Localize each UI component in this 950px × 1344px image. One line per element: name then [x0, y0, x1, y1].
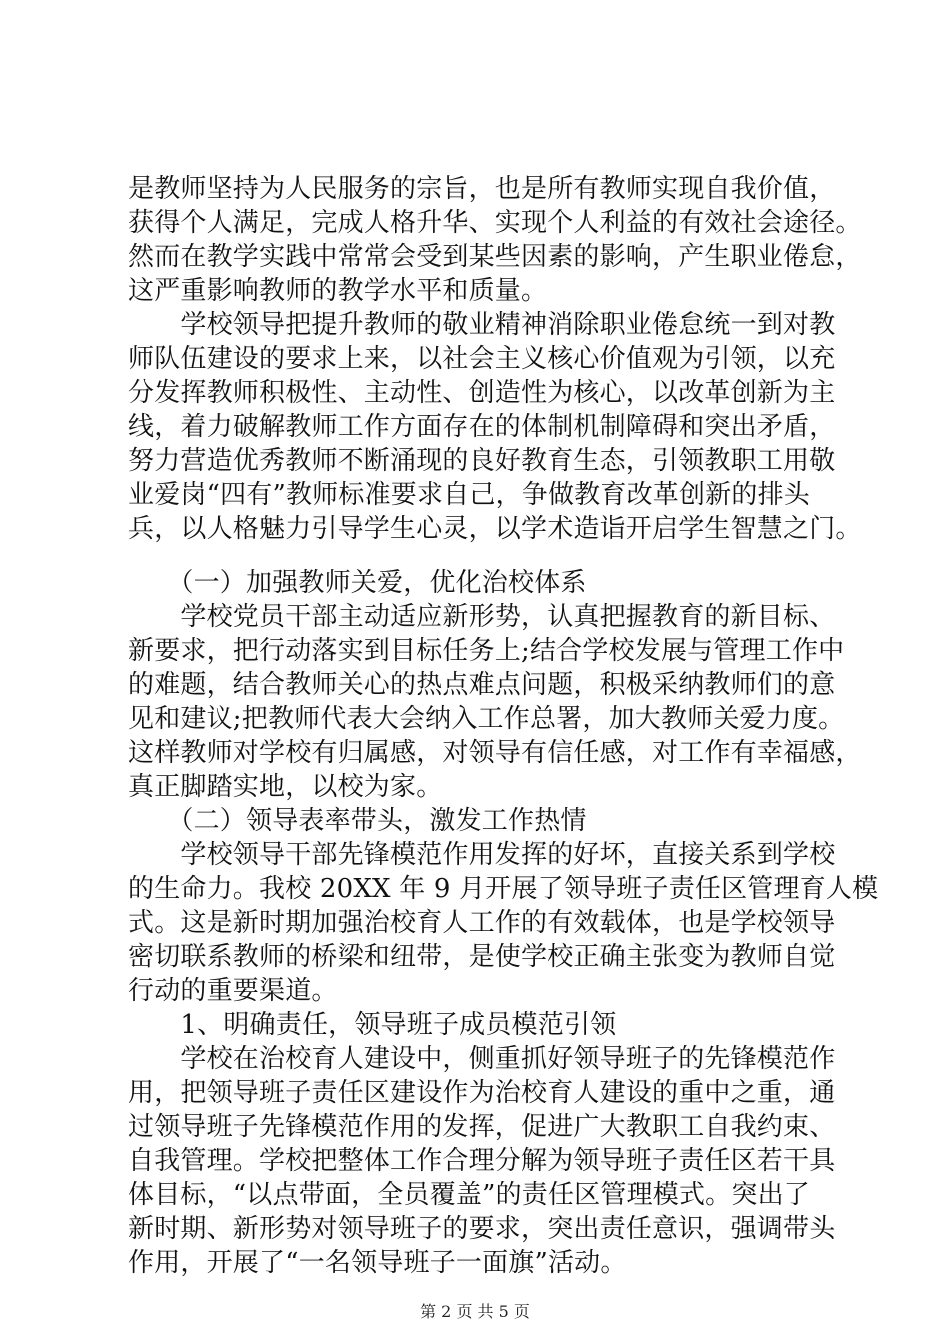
text-line: 真正脚踏实地，以校为家。 [128, 772, 443, 802]
text-line: 线，着力破解教师工作方面存在的体制机制障碍和突出矛盾， [128, 412, 836, 442]
text-line: 这样教师对学校有归属感，对领导有信任感，对工作有幸福感， [128, 738, 862, 768]
section-heading: （一）加强教师关爱，优化治校体系 [128, 568, 587, 598]
text-line: 业爱岗“四有”教师标准要求自己，争做教育改革创新的排头 [128, 480, 810, 510]
text-line: 的生命力。我校 20XX 年 9 月开展了领导班子责任区管理育人模 [128, 874, 879, 904]
text-line: 见和建议;把教师代表大会纳入工作总署，加大教师关爱力度。 [128, 704, 845, 734]
text-line: 过领导班子先锋模范作用的发挥，促进广大教职工自我约束、 [128, 1112, 836, 1142]
page-number-footer: 第 2 页 共 5 页 [420, 1302, 530, 1321]
text-line: 分发挥教师积极性、主动性、创造性为核心，以改革创新为主 [128, 378, 836, 408]
text-line: 作用，开展了“一名领导班子一面旗”活动。 [128, 1248, 627, 1278]
text-line: 学校领导干部先锋模范作用发挥的好坏，直接关系到学校 [128, 840, 836, 870]
text-line: 努力营造优秀教师不断涌现的良好教育生态，引领教职工用敬 [128, 446, 836, 476]
text-line: 体目标，“以点带面，全员覆盖”的责任区管理模式。突出了 [128, 1180, 810, 1210]
text-line: 学校党员干部主动适应新形势，认真把握教育的新目标、 [128, 602, 836, 632]
text-line: 新要求，把行动落实到目标任务上;结合学校发展与管理工作中 [128, 636, 845, 666]
text-line: 是教师坚持为人民服务的宗旨，也是所有教师实现自我价值， [128, 174, 836, 204]
text-line: 学校领导把提升教师的敬业精神消除职业倦怠统一到对教 [128, 310, 836, 340]
paragraph-gap [128, 546, 833, 566]
document-body [128, 172, 879, 1280]
text-line: 式。这是新时期加强治校育人工作的有效载体，也是学校领导 [128, 908, 836, 938]
text-line: 的难题，结合教师关心的热点难点问题，积极采纳教师们的意 [128, 670, 836, 700]
text-line: 行动的重要渠道。 [128, 976, 338, 1006]
text-line: 这严重影响教师的教学水平和质量。 [128, 276, 548, 306]
text-line: 新时期、新形势对领导班子的要求，突出责任意识，强调带头 [128, 1214, 836, 1244]
text-line: 兵，以人格魅力引导学生心灵，以学术造诣开启学生智慧之门。 [128, 514, 862, 544]
text-line: 密切联系教师的桥梁和纽带，是使学校正确主张变为教师自觉 [128, 942, 836, 972]
text-line: 获得个人满足，完成人格升华、实现个人利益的有效社会途径。 [128, 208, 862, 238]
text-line: 师队伍建设的要求上来，以社会主义核心价值观为引领，以充 [128, 344, 836, 374]
text-line: 学校在治校育人建设中，侧重抓好领导班子的先锋模范作 [128, 1044, 836, 1074]
text-line: 用，把领导班子责任区建设作为治校育人建设的重中之重，通 [128, 1078, 836, 1108]
section-heading: （二）领导表率带头，激发工作热情 [128, 806, 587, 836]
subsection-heading: 1、明确责任，领导班子成员模范引领 [128, 1010, 617, 1040]
text-line: 自我管理。学校把整体工作合理分解为领导班子责任区若干具 [128, 1146, 836, 1176]
text-line: 然而在教学实践中常常会受到某些因素的影响，产生职业倦怠， [128, 242, 862, 272]
